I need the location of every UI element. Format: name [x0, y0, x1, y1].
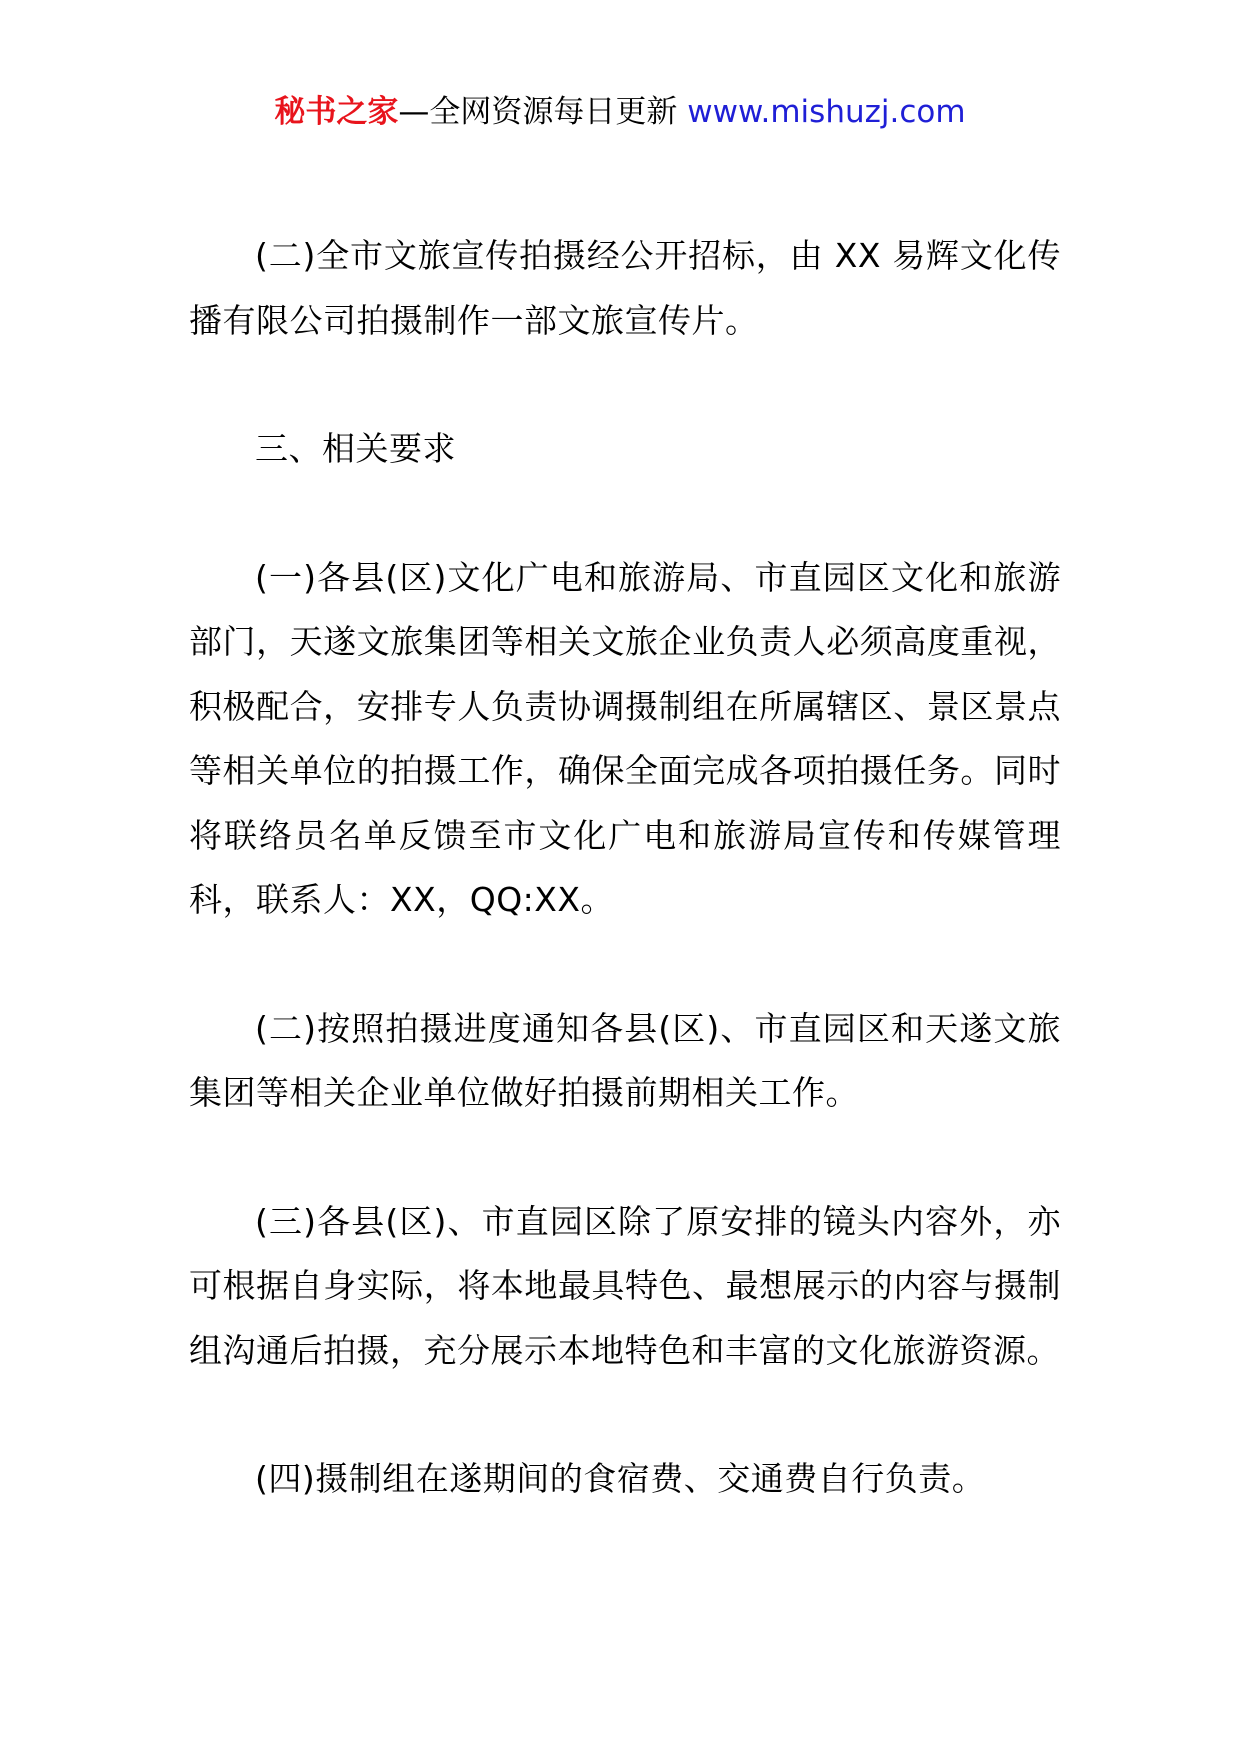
site-url-link[interactable]: www.mishuzj.com — [687, 94, 966, 130]
paragraph-spacer — [189, 1383, 1061, 1447]
paragraph-spacer — [189, 933, 1061, 997]
paragraph-spacer — [189, 482, 1061, 546]
site-brand: 秘书之家 — [274, 94, 399, 130]
paragraph-spacer — [189, 353, 1061, 417]
page-header — [0, 92, 1240, 132]
paragraph-requirement-2: (二)按照拍摄进度通知各县(区)、市直园区和天遂文旅集团等相关企业单位做好拍摄前期相关工作。 — [189, 1008, 1061, 1112]
paragraph-requirement-4: (四)摄制组在遂期间的食宿费、交通费自行负责。 — [255, 1459, 986, 1498]
section-heading-requirements: 三、相关要求 — [255, 429, 456, 468]
site-tagline: —全网资源每日更新 — [398, 94, 688, 130]
paragraph-requirement-1: (一)各县(区)文化广电和旅游局、市直园区文化和旅游部门，天遂文旅集团等相关文旅企业负责人必须高度重视，积极配合，安排专人负责协调摄制组在所属辖区、景区景点等相关单位的拍摄工作，确保全面完成各项拍摄任务。同时将联络员名单反馈至市文化广电和旅游局宣传和传媒管理科，联系人：XX，QQ:XX。 — [189, 557, 1061, 919]
paragraph-spacer — [189, 1126, 1061, 1190]
document-body — [189, 224, 1061, 1512]
paragraph-requirement-3: (三)各县(区)、市直园区除了原安排的镜头内容外，亦可根据自身实际，将本地最具特色、最想展示的内容与摄制组沟通后拍摄，充分展示本地特色和丰富的文化旅游资源。 — [189, 1201, 1061, 1370]
paragraph-shooting-production: (二)全市文旅宣传拍摄经公开招标，由 XX 易辉文化传播有限公司拍摄制作一部文旅宣传片。 — [189, 236, 1061, 340]
